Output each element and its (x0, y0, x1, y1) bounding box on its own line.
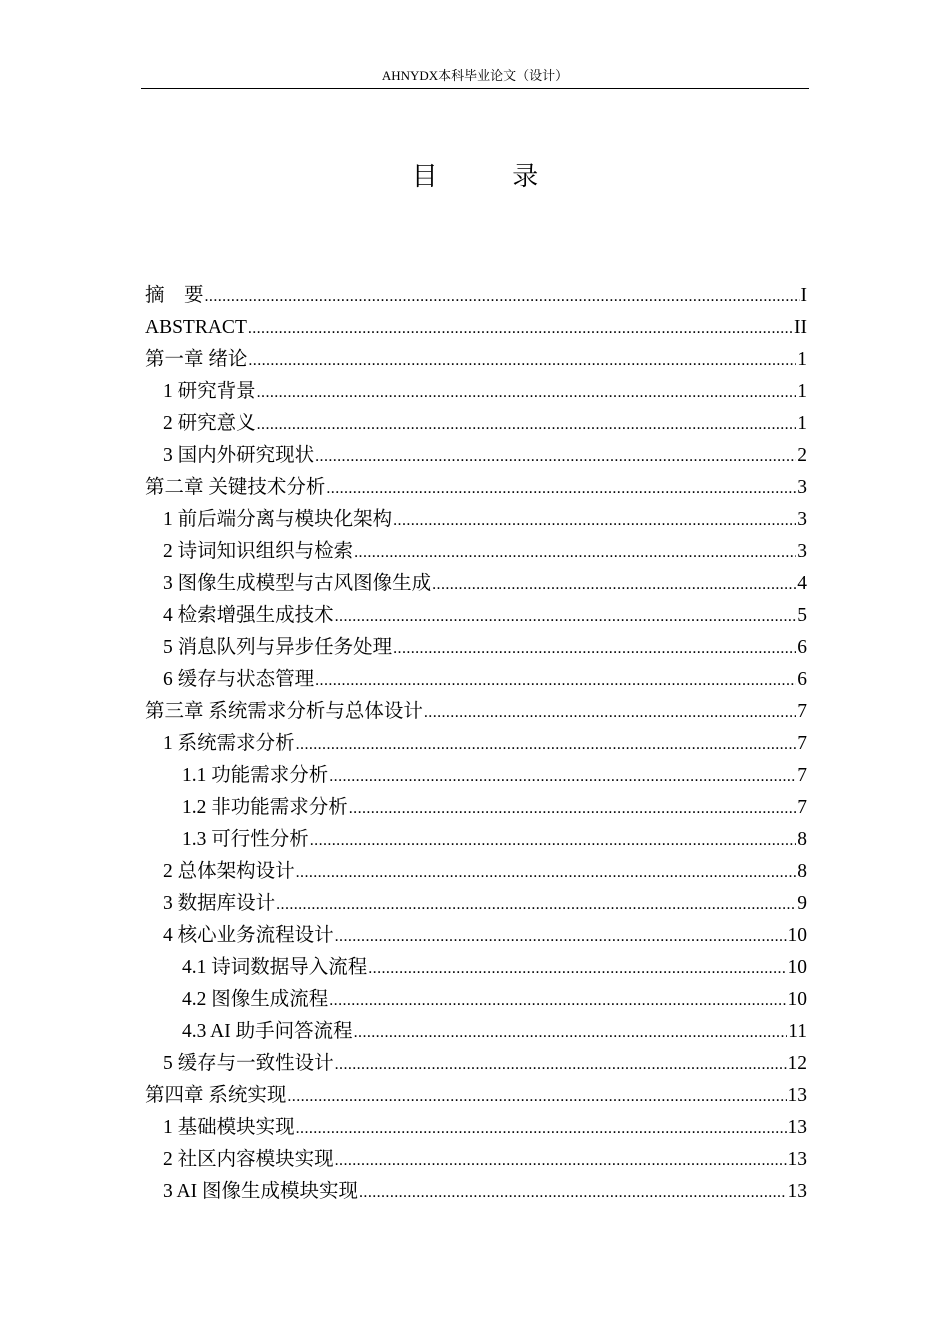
toc-dot-leader (248, 313, 793, 345)
toc-dot-leader (329, 985, 786, 1017)
toc-dot-leader (335, 601, 797, 633)
toc-entry[interactable] (145, 568, 807, 600)
toc-dot-leader (359, 1177, 786, 1209)
toc-entry-title: 2 总体架构设计 (163, 861, 295, 882)
toc-page-number: 13 (787, 1085, 807, 1106)
toc-dot-leader (310, 825, 796, 857)
toc-entry-title: 3 数据库设计 (163, 893, 276, 914)
toc-entry[interactable] (145, 344, 807, 376)
toc-dot-leader (276, 889, 796, 921)
toc-dot-leader (424, 697, 796, 729)
toc-dot-leader (205, 281, 800, 313)
toc-dot-leader (335, 921, 787, 953)
toc-entry[interactable] (145, 632, 807, 664)
toc-entry-title: 第三章 系统需求分析与总体设计 (145, 701, 423, 722)
toc-page-number: 4 (797, 573, 807, 594)
toc-page-number: 10 (787, 925, 807, 946)
toc-dot-leader (248, 345, 796, 377)
toc-page-number: 3 (797, 477, 807, 498)
toc-dot-leader (335, 1145, 787, 1177)
toc-entry[interactable] (145, 856, 807, 888)
toc-entry[interactable] (145, 600, 807, 632)
toc-entry-title: 5 缓存与一致性设计 (163, 1053, 334, 1074)
toc-entry[interactable] (145, 824, 807, 856)
toc-entry-title: 1.2 非功能需求分析 (182, 797, 348, 818)
toc-page-number: 12 (787, 1053, 807, 1074)
toc-entry[interactable] (145, 920, 807, 952)
toc-page-number: 13 (787, 1181, 807, 1202)
toc-entry-title: 1 系统需求分析 (163, 733, 295, 754)
toc-entry[interactable] (145, 504, 807, 536)
toc-entry[interactable] (145, 376, 807, 408)
toc-entry[interactable] (145, 760, 807, 792)
toc-page-number: 7 (797, 765, 807, 786)
table-of-contents (145, 280, 807, 1208)
toc-entry-title: 5 消息队列与异步任务处理 (163, 637, 393, 658)
toc-page-number: 8 (797, 861, 807, 882)
toc-page-number: 9 (797, 893, 807, 914)
toc-dot-leader (257, 409, 797, 441)
toc-page-number: 6 (797, 669, 807, 690)
toc-dot-leader (354, 537, 796, 569)
toc-dot-leader (315, 441, 796, 473)
toc-dot-leader (335, 1049, 787, 1081)
toc-dot-leader (393, 633, 796, 665)
toc-dot-leader (326, 473, 796, 505)
toc-page-number: II (794, 317, 807, 338)
running-header-text: AHNYDX本科毕业论文（设计） (381, 68, 569, 83)
toc-entry[interactable] (145, 440, 807, 472)
toc-entry[interactable] (145, 696, 807, 728)
toc-entry-title: 第二章 关键技术分析 (145, 477, 326, 498)
toc-entry[interactable] (145, 792, 807, 824)
toc-page-number: 10 (787, 989, 807, 1010)
toc-entry-title: 3 AI 图像生成模块实现 (163, 1181, 359, 1202)
toc-entry[interactable] (145, 952, 807, 984)
toc-page-number: 1 (797, 381, 807, 402)
toc-dot-leader (393, 505, 796, 537)
toc-entry-title: 第一章 绪论 (145, 349, 248, 370)
toc-entry[interactable] (145, 1112, 807, 1144)
toc-page-number: 7 (797, 733, 807, 754)
toc-entry[interactable] (145, 408, 807, 440)
toc-entry-title: 1 基础模块实现 (163, 1117, 295, 1138)
toc-entry[interactable] (145, 1016, 807, 1048)
toc-page-number: 13 (787, 1117, 807, 1138)
toc-page-number: 5 (797, 605, 807, 626)
toc-entry[interactable] (145, 536, 807, 568)
toc-page-number: 13 (787, 1149, 807, 1170)
toc-dot-leader (432, 569, 796, 601)
toc-dot-leader (296, 729, 797, 761)
toc-entry[interactable] (145, 472, 807, 504)
toc-page-number: 2 (797, 445, 807, 466)
toc-page-number: I (800, 285, 807, 306)
toc-entry-title: 4.3 AI 助手问答流程 (182, 1021, 353, 1042)
toc-dot-leader (329, 761, 796, 793)
toc-entry-title: 2 研究意义 (163, 413, 256, 434)
toc-entry-title: 4.1 诗词数据导入流程 (182, 957, 368, 978)
toc-entry[interactable] (145, 312, 807, 344)
toc-dot-leader (368, 953, 786, 985)
toc-entry-title: 4 核心业务流程设计 (163, 925, 334, 946)
toc-entry-title: 3 国内外研究现状 (163, 445, 315, 466)
toc-entry-title: 2 社区内容模块实现 (163, 1149, 334, 1170)
running-header (141, 66, 809, 89)
toc-entry[interactable] (145, 1144, 807, 1176)
toc-entry[interactable] (145, 664, 807, 696)
toc-entry-title: 1 前后端分离与模块化架构 (163, 509, 393, 530)
toc-entry[interactable] (145, 280, 807, 312)
toc-page-number: 8 (797, 829, 807, 850)
toc-dot-leader (296, 1113, 787, 1145)
toc-dot-leader (257, 377, 797, 409)
toc-entry-title: 3 图像生成模型与古风图像生成 (163, 573, 432, 594)
toc-dot-leader (315, 665, 796, 697)
toc-entry[interactable] (145, 984, 807, 1016)
toc-page-number: 7 (797, 701, 807, 722)
toc-dot-leader (354, 1017, 788, 1049)
toc-entry-title: 第四章 系统实现 (145, 1085, 287, 1106)
toc-page-number: 10 (787, 957, 807, 978)
toc-entry-title: ABSTRACT (145, 317, 247, 338)
toc-entry-title: 4 检索增强生成技术 (163, 605, 334, 626)
toc-page-number: 1 (797, 413, 807, 434)
toc-entry[interactable] (145, 1048, 807, 1080)
toc-page-number: 3 (797, 541, 807, 562)
toc-entry-title: 1.3 可行性分析 (182, 829, 309, 850)
toc-entry[interactable] (145, 1080, 807, 1112)
toc-entry-title: 1.1 功能需求分析 (182, 765, 329, 786)
toc-entry-title: 2 诗词知识组织与检索 (163, 541, 354, 562)
toc-entry-title: 摘 要 (145, 285, 204, 306)
toc-dot-leader (349, 793, 796, 825)
toc-page-number: 1 (797, 349, 807, 370)
toc-dot-leader (287, 1081, 786, 1113)
toc-page-number: 11 (788, 1021, 807, 1042)
toc-entry[interactable] (145, 728, 807, 760)
toc-page-number: 7 (797, 797, 807, 818)
toc-entry-title: 6 缓存与状态管理 (163, 669, 315, 690)
toc-entry-title: 1 研究背景 (163, 381, 256, 402)
toc-entry[interactable] (145, 1176, 807, 1208)
toc-page-number: 6 (797, 637, 807, 658)
toc-page-number: 3 (797, 509, 807, 530)
page-title: 目 录 (411, 162, 573, 191)
toc-entry-title: 4.2 图像生成流程 (182, 989, 329, 1010)
toc-dot-leader (296, 857, 797, 889)
toc-entry[interactable] (145, 888, 807, 920)
